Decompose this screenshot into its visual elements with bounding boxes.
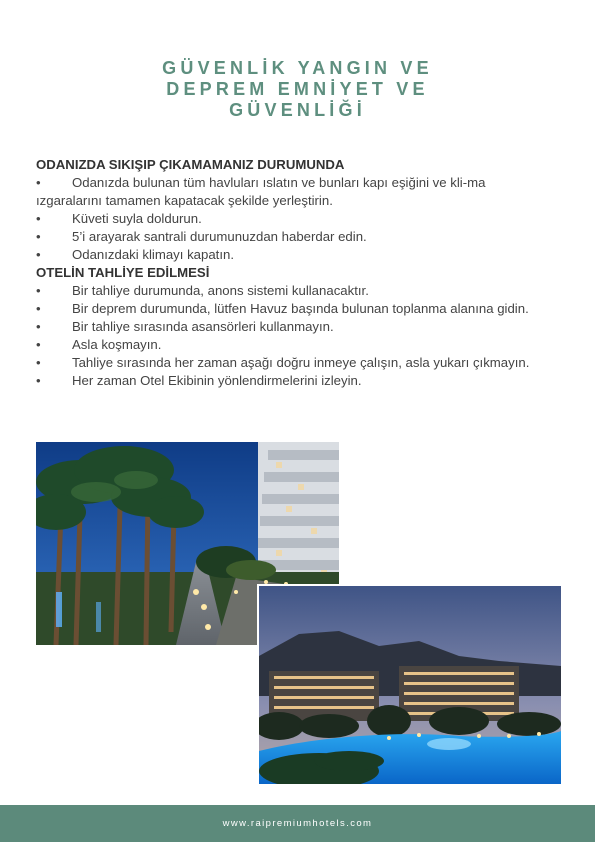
list-item-text: 5’i arayarak santrali durumunuzdan haberdar edin. [72,229,367,244]
bullet-dot: • [36,337,41,352]
section-heading-evacuation: OTELİN TAHLİYE EDİLMESİ [36,265,210,280]
list-item [36,210,551,228]
bullet-dot: • [36,247,41,262]
bullet-dot: • [36,211,41,226]
list-item [36,300,551,318]
bullet-dot: • [36,229,41,244]
list-item-text: Odanızda bulunan tüm havluları ıslatın ve bunları kapı eşiğini ve kli-ma ızgaralarını tamamen kapatacak şekilde yerleştirin. [36,175,486,208]
bullet-dot: • [36,355,41,370]
bullet-dot: • [36,283,41,298]
section-heading-room: ODANIZDA SIKIŞIP ÇIKAMAMANIZ DURUMUNDA [36,157,345,172]
list-item [36,174,551,210]
list-item-text: Bir tahliye sırasında asansörleri kullanmayın. [72,319,334,334]
list-item-text: Asla koşmayın. [72,337,162,352]
hotel-pool-illustration [259,586,561,784]
website-url[interactable]: www.raipremiumhotels.com [222,818,373,829]
list-item-text: Küveti suyla doldurun. [72,211,202,226]
list-item [36,318,551,336]
list-item [36,282,551,300]
bullet-dot: • [36,373,41,388]
list-item-text: Her zaman Otel Ekibinin yönlendirmelerini izleyin. [72,373,362,388]
list-item [36,246,551,264]
list-item [36,354,551,372]
bullet-dot: • [36,175,41,190]
title-line-2: DEPREM EMNİYET VE [166,79,429,99]
list-item [36,228,551,246]
hotel-pool-photo [257,584,561,784]
list-item-text: Tahliye sırasında her zaman aşağı doğru inmeye çalışın, asla yukarı çıkmayın. [72,355,530,370]
bullet-dot: • [36,319,41,334]
footer-bar [0,805,595,842]
list-item-text: Bir deprem durumunda, lütfen Havuz başında bulunan toplanma alanına gidin. [72,301,529,316]
list-item-text: Bir tahliye durumunda, anons sistemi kullanacaktır. [72,283,369,298]
bullet-dot: • [36,301,41,316]
list-item [36,336,551,354]
title-line-3: GÜVENLİĞİ [229,100,366,120]
page-title [0,58,595,121]
safety-instructions [36,156,551,390]
title-line-1: GÜVENLİK YANGIN VE [162,58,433,78]
list-item [36,372,551,390]
list-item-text: Odanızdaki klimayı kapatın. [72,247,234,262]
